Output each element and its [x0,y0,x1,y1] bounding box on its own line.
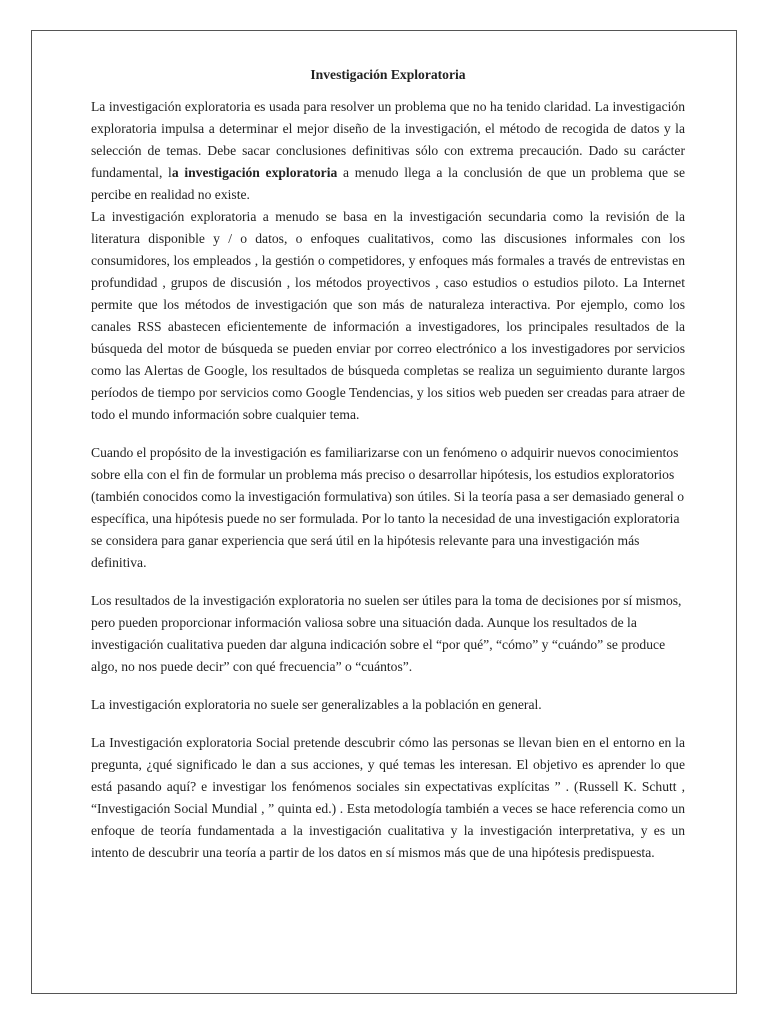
paragraph-3: Cuando el propósito de la investigación es familiarizarse con un fenómeno o adquirir nuevos conocimientos sobre ella con el fin de formular un problema más preciso o desarrollar hipótesis, los estudios exploratorios (también conocidos como la investigación formulativa) son útiles. Si la teoría pasa a ser demasiado general o específica, una hipótesis puede no ser formulada. Por lo tanto la necesidad de una investigación exploratoria se considera para ganar experiencia que será útil en la hipótesis relevante para una investigación más definitiva. [91,445,685,570]
paragraph-1-text-start: La investigación exploratoria es usada para resolver un problema que no ha tenido claridad. La investigación exploratoria impulsa a determinar el mejor diseño de la investigación, el método de recogida de datos y la selección de temas. Debe sacar conclusiones definitivas sólo con extrema precaución. Dado su carácter fundamental, l [91,99,685,180]
document-body [91,62,685,864]
document-title: Investigación Exploratoria [310,67,466,82]
paragraph-1-text-end: a menudo llega a la conclusión de que un problema que se percibe en realidad no existe. [91,165,685,202]
paragraph-5: La investigación exploratoria no suele ser generalizables a la población en general. [91,697,542,712]
paragraph-6: La Investigación exploratoria Social pretende descubrir cómo las personas se llevan bien en el entorno en la pregunta, ¿qué significado le dan a sus acciones, y qué temas les interesan. El objetivo es aprender lo que está pasando aquí? e investigar los fenómenos sociales sin expectativas explícitas ” . (Russell K. Schutt , “Investigación Social Mundial , ” quinta ed.) . Esta metodología también a veces se hace referencia como un enfoque de teoría fundamentada a la investigación cualitativa y la investigación interpretativa, y es un intento de descubrir una teoría a partir de los datos en sí mismos más que de una hipótesis predispuesta. [91,735,685,860]
paragraph-1-bold-term: a investigación exploratoria [171,165,338,180]
paragraph-1 [91,96,685,206]
paragraph-4: Los resultados de la investigación exploratoria no suelen ser útiles para la toma de decisiones por sí mismos, pero pueden proporcionar información valiosa sobre una situación dada. Aunque los resultados de la investigación cualitativa pueden dar alguna indicación sobre el “por qué”, “cómo” y “cuándo” se produce algo, no nos puede decir” con qué frecuencia” o “cuántos”. [91,593,682,674]
paragraph-2: La investigación exploratoria a menudo se basa en la investigación secundaria como la revisión de la literatura disponible y / o datos, o enfoques cualitativos, como las discusiones informales con los consumidores, los empleados , la gestión o competidores, y enfoques más formales a través de entrevistas en profundidad , grupos de discusión , los métodos proyectivos , caso estudios o estudios piloto. La Internet permite que los métodos de investigación que son más de naturaleza interactiva. Por ejemplo, como los canales RSS abastecen eficientemente de información a investigadores, los principales resultados de la búsqueda del motor de búsqueda se pueden enviar por correo electrónico a los investigadores por servicios como las Alertas de Google, los resultados de búsqueda completas se realiza un seguimiento durante largos períodos de tiempo por servicios como Google Tendencias, y los sitios web pueden ser creadas para atraer de todo el mundo información sobre cualquier tema. [91,209,685,422]
